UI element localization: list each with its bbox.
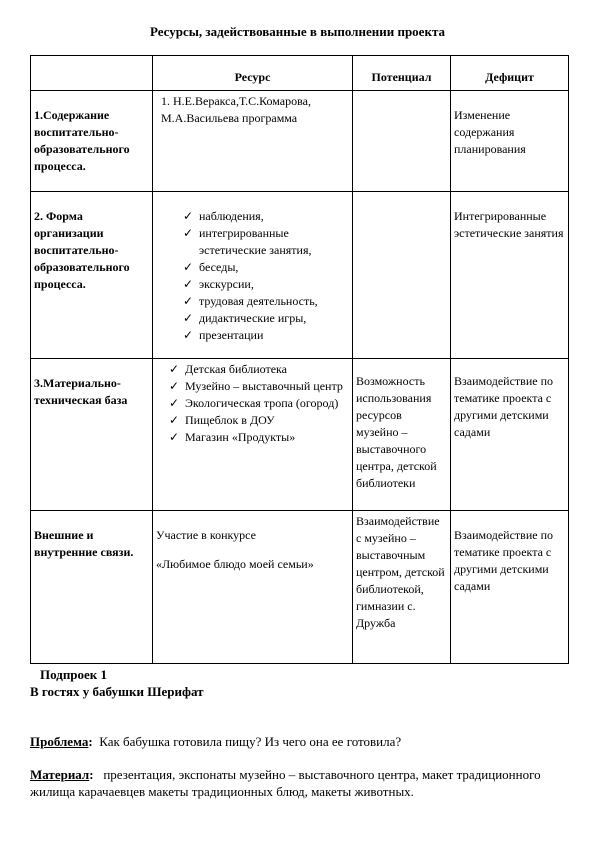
resource-list [181, 208, 349, 344]
list-item: ✓ Детская библиотека [169, 362, 287, 376]
list-item: ✓ трудовая деятельность, [183, 294, 318, 308]
row-head: 2. Форма организации воспитательно-образовательного процесса. [31, 192, 153, 359]
deficit-cell: Интегрированные эстетические занятия [451, 192, 569, 359]
resource-line: Участие в конкурсе [156, 528, 256, 542]
check-icon: ✓ [183, 328, 194, 342]
list-item: ✓ Музейно – выставочный центр [169, 379, 343, 393]
problem-label: Проблема [30, 734, 89, 749]
potential-cell [353, 91, 451, 192]
subproject-title: В гостях у бабушки Шерифат [30, 684, 204, 699]
check-icon: ✓ [183, 209, 194, 223]
resource-cell [153, 359, 353, 511]
row-head: Внешние и внутренние связи. [31, 511, 153, 664]
resource-cell: 1. Н.Е.Веракса,Т.С.Комарова, М.А.Васильева программа [153, 91, 353, 192]
deficit-cell: Изменение содержания планирования [451, 91, 569, 192]
row-head: 3.Материально-техническая база [31, 359, 153, 511]
check-icon: ✓ [183, 311, 194, 325]
header-cell: Дефицит [451, 56, 569, 91]
list-item: ✓ Экологическая тропа (огород) [169, 396, 339, 410]
subproject-number: Подпроек 1 [40, 667, 108, 682]
table-row [31, 192, 569, 359]
check-icon: ✓ [183, 277, 194, 291]
table-row [31, 91, 569, 192]
check-icon: ✓ [169, 413, 180, 427]
deficit-cell: Взаимодействие по тематике проекта с другими детскими садами [451, 359, 569, 511]
table-header-row [31, 56, 569, 91]
list-item: ✓ интегрированные эстетические занятия, [183, 226, 312, 257]
deficit-cell: Взаимодействие по тематике проекта с другими детскими садами [451, 511, 569, 664]
resource-cell [153, 511, 353, 664]
list-item: ✓ наблюдения, [183, 209, 264, 223]
list-item: ✓ презентации [183, 328, 264, 342]
check-icon: ✓ [183, 226, 194, 240]
check-icon: ✓ [169, 379, 180, 393]
header-cell: Потенциал [353, 56, 451, 91]
problem-text: Как бабушка готовила пищу? Из чего она ее готовила? [99, 734, 402, 749]
check-icon: ✓ [183, 260, 194, 274]
list-item: ✓ экскурсии, [183, 277, 254, 291]
potential-cell [353, 192, 451, 359]
material-text: презентация, экспонаты музейно – выставочного центра, макет традиционного жилища карачаевцев макеты традиционных блюд, макеты животных. [30, 767, 541, 799]
table-row [31, 359, 569, 511]
list-item: ✓ беседы, [183, 260, 239, 274]
resource-list [167, 361, 349, 446]
problem-line: Проблема: Как бабушка готовила пищу? Из чего она ее готовила? [30, 734, 402, 749]
list-item: ✓ Пищеблок в ДОУ [169, 413, 275, 427]
header-cell: Ресурс [153, 56, 353, 91]
potential-cell: Взаимодействие с музейно – выставочным центром, детской библиотекой, гимназии с. Дружба [353, 511, 451, 664]
table-row [31, 511, 569, 664]
check-icon: ✓ [169, 430, 180, 444]
resource-cell [153, 192, 353, 359]
potential-cell: Возможность использования ресурсов музейно – выставочного центра, детской библиотеки [353, 359, 451, 511]
check-icon: ✓ [169, 396, 180, 410]
header-cell [31, 56, 153, 91]
material-label: Материал [30, 767, 90, 782]
check-icon: ✓ [183, 294, 194, 308]
material-paragraph: Материал: презентация, экспонаты музейно – выставочного центра, макет традиционного жилища карачаевцев макеты традиционных блюд, макеты животных. [30, 767, 541, 799]
resources-table [30, 55, 569, 664]
list-item: ✓ дидактические игры, [183, 311, 307, 325]
list-item: ✓ Магазин «Продукты» [169, 430, 296, 444]
row-head: 1.Содержание воспитательно-образовательного процесса. [31, 91, 153, 192]
check-icon: ✓ [169, 362, 180, 376]
page-title: Ресурсы, задействованные в выполнении проекта [149, 24, 445, 39]
resource-line: «Любимое блюдо моей семьи» [156, 557, 314, 571]
